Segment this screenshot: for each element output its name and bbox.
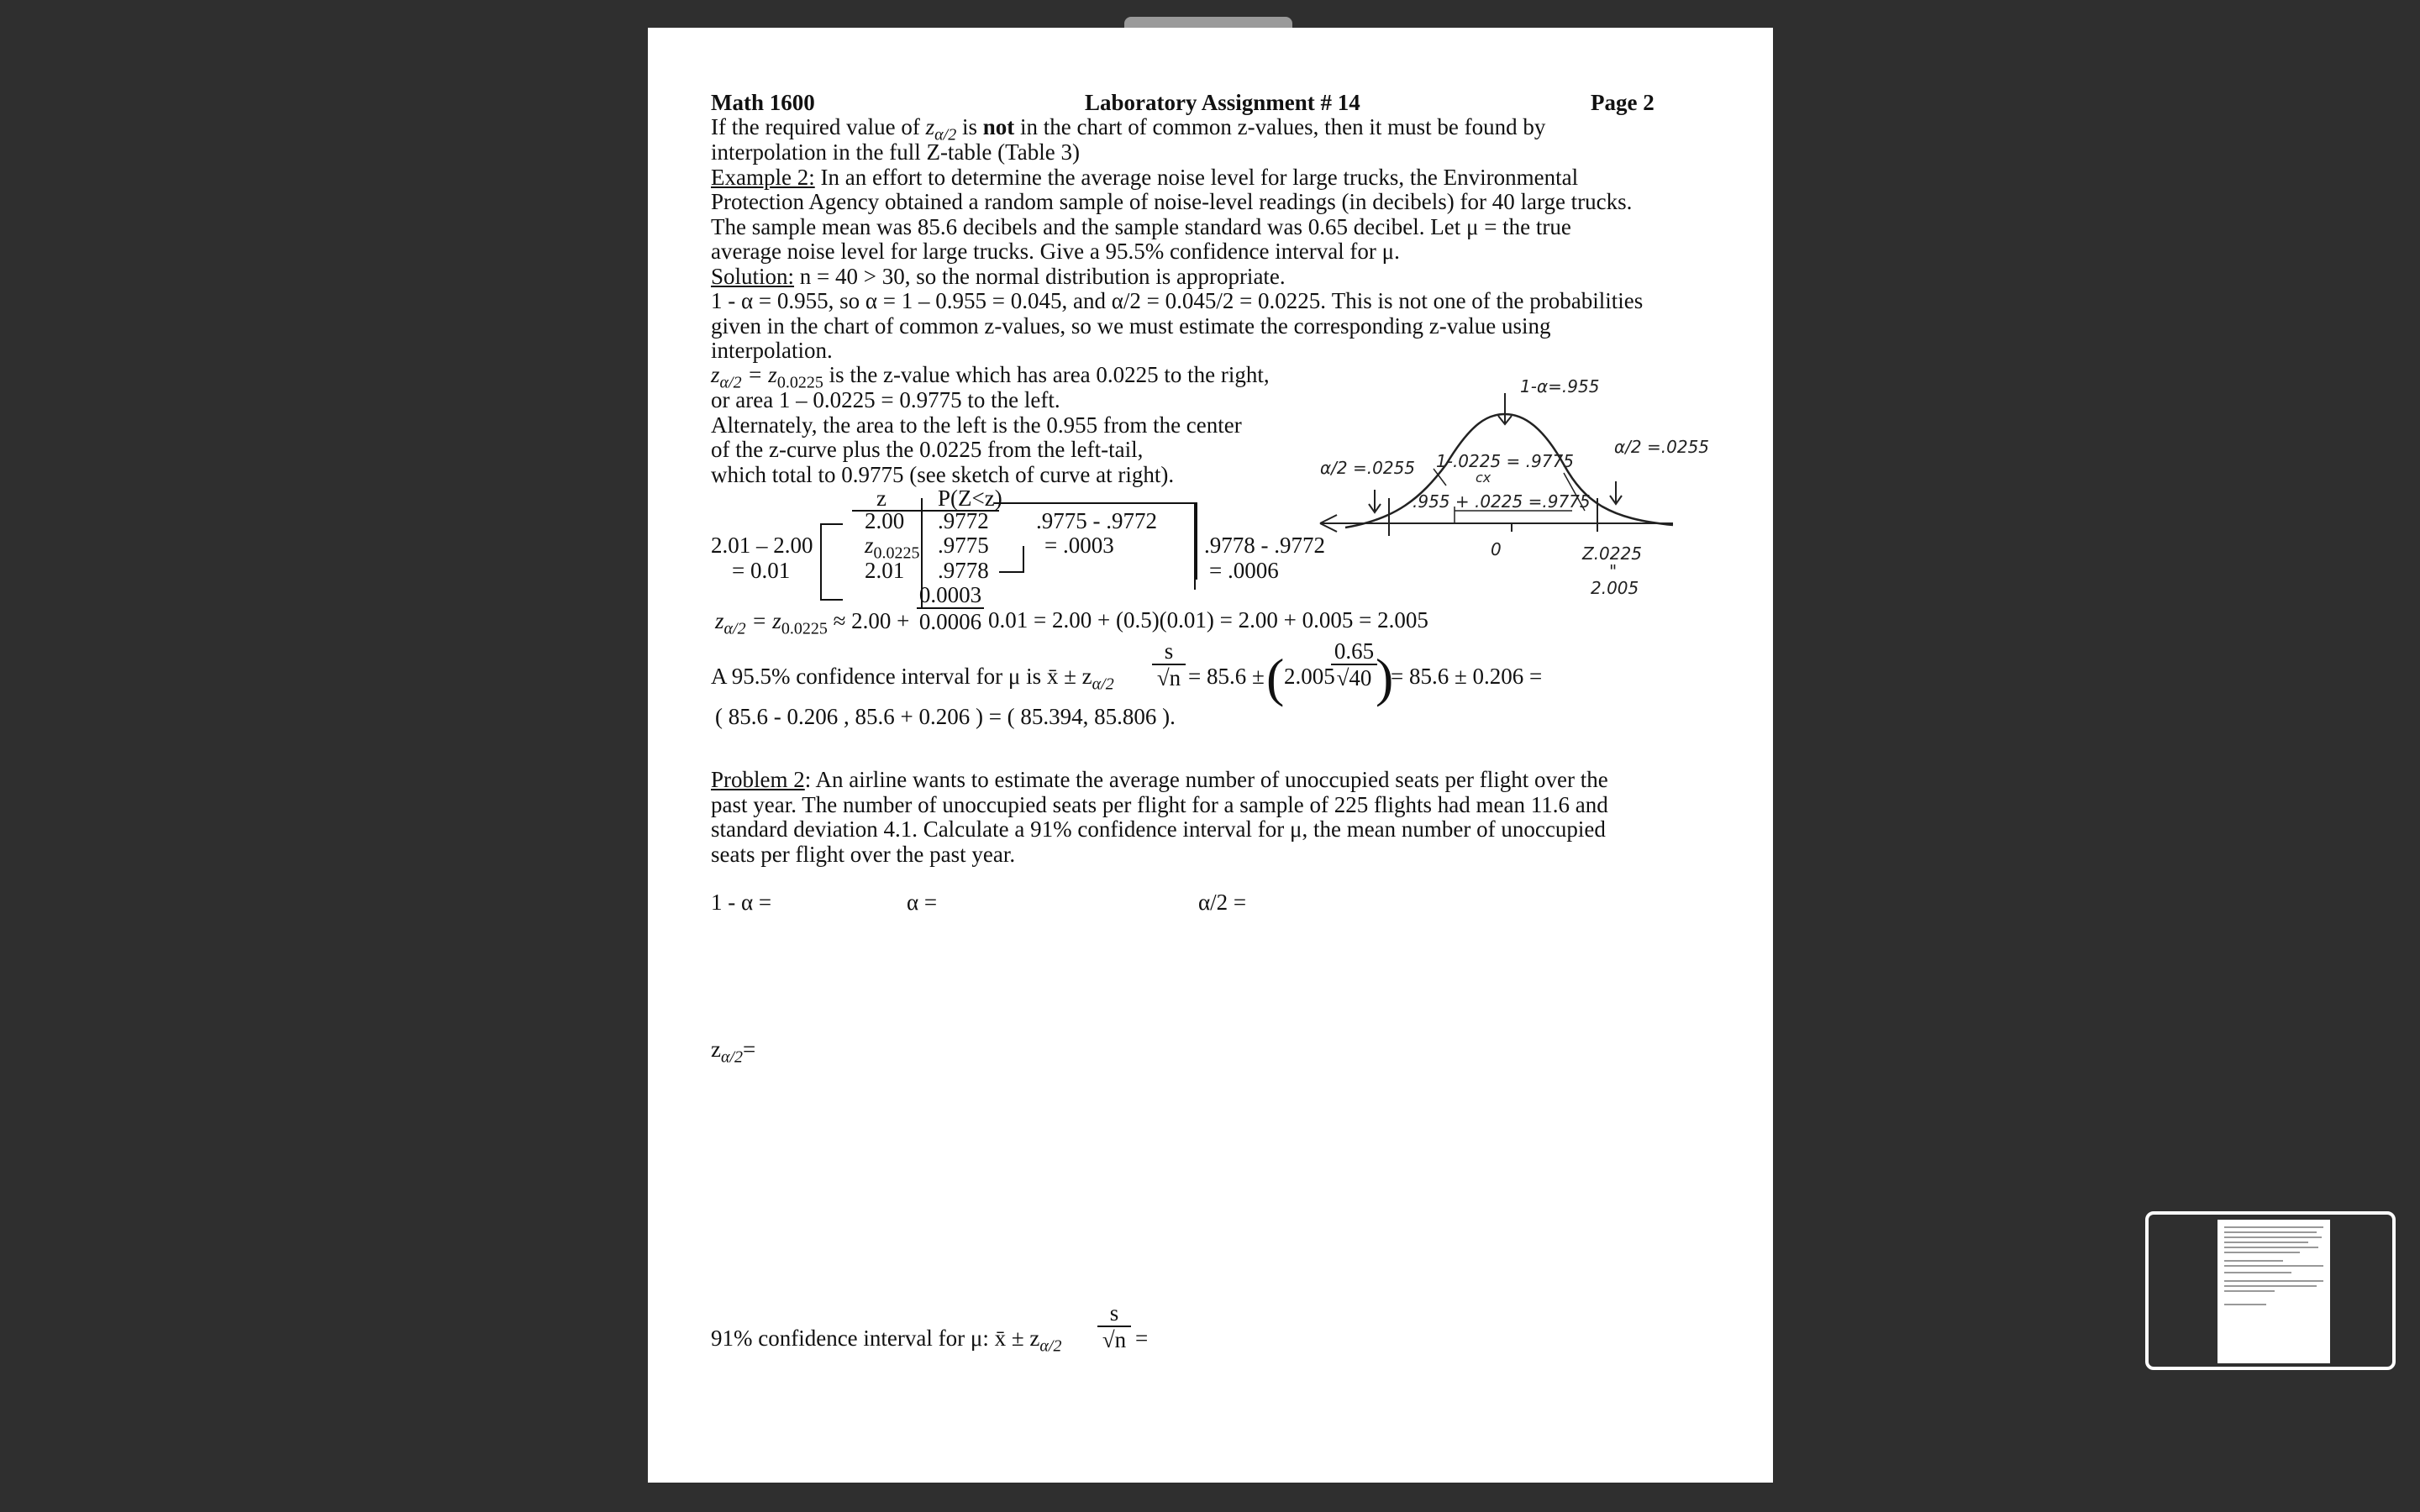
- interp-lhs: $z_{\alpha/2} = z_{0.0225} \approx 2.00$ +: [715, 608, 910, 638]
- example-line-3: The sample mean was 85.6 decibels and the sample standard was 0.65 decibel. Let μ = the true: [711, 214, 1571, 239]
- sketch-z-value: 2.005: [1591, 578, 1639, 598]
- sketch-sum-label: .955 + .0225 =.9775: [1413, 491, 1591, 512]
- ci-lead: A 95.5% confidence interval for μ is x̄ ± $z_{\alpha/2}$: [711, 664, 1114, 694]
- interp-result: 0.01 = 2.00 + (0.5)(0.01) = 2.00 + 0.005 = 2.005: [988, 607, 1428, 633]
- intro-line-2: interpolation in the full Z-table (Table 3): [711, 139, 1080, 165]
- problem-line-1: Problem 2: An airline wants to estimate the average number of unoccupied seats per flight over the: [711, 767, 1608, 792]
- diff-left-2: = 0.01: [732, 558, 791, 583]
- solution-line-3: given in the chart of common z-values, so we must estimate the corresponding z-value using: [711, 313, 1551, 339]
- solution-line-5: $z_{\alpha/2} = z_{0.0225}$ is the z-value which has area 0.0225 to the right,: [711, 362, 1270, 392]
- table-header-z: z: [876, 486, 886, 511]
- field-alpha-half: α/2 =: [1198, 890, 1247, 915]
- sketch-left-label: α/2 =.0255: [1320, 458, 1416, 478]
- normal-curve-sketch: [1303, 364, 1690, 599]
- sketch-right-label: α/2 =.0255: [1614, 437, 1710, 457]
- diff-outer-1: .9778 - .9772: [1204, 533, 1325, 558]
- table-cell: .9775: [938, 533, 989, 558]
- table-cell: .9772: [938, 508, 989, 533]
- diff-outer-2: = .0006: [1209, 558, 1279, 583]
- sketch-mid-label: 1-.0225 = .9775: [1436, 451, 1574, 471]
- field-one-minus-alpha: 1 - α =: [711, 890, 772, 915]
- example-line-1: Example 2: In an effort to determine the average noise level for large trucks, the Environmental: [711, 165, 1579, 190]
- example-line-4: average noise level for large trucks. Give a 95.5% confidence interval for μ.: [711, 239, 1400, 264]
- table-row: 2.01: [865, 558, 905, 583]
- ci-result: ( 85.6 - 0.206 , 85.6 + 0.206 ) = ( 85.394, 85.806 ).: [715, 704, 1176, 729]
- document-page: Math 1600 Laboratory Assignment # 14 Page 2 If the required value of $z_{\alpha/2}$ is not in the chart of common z-values, then it must be found by interpolation in the full Z-table (Table 3) Example 2: In an effort to determine the average noise level for large trucks, the Environmental Protection Agency obtained a random sample of noise-level readings (in decibels) for 40 large trucks. The sample mean was 85.6 decibels and the sample standard was 0.65 decibel. Let μ = the true average noise level for large trucks. Give a 95.5% confidence interval for μ. Solution: n = 40 > 30, so the normal distribution is appropriate. 1 - α = 0.955, so α = 1 – 0.955 = 0.045, and α/2 = 0.045/2 = 0.0225. This is not one of the probabilities given in the chart of common z-values, so we must estimate the corresponding z-value using interpolation. $z_{\alpha/2} = z_{0.0225}$ is the z-value which has area 0.0225 to the right, or area 1 – 0.0225 = 0.9775 to the left. Alternately, the area to the left is the 0.955 from the center of the z-curve plus the 0.0225 from the left-tail, which total to 0.9775 (see sketch of curve at right). z P(Z<z) 2.00 .9772 $z_{0.0225}$ .9775 2.01 .9778 2.01 – 2.00 = 0.01 .9775 - .9772 = .0003 .9778 - .9772 = .0006 $z_{\alpha/2} = z_{0.0225} \approx 2.00$ + $\frac{0.0003}{0.0006}$ 0.01 = 2.00 + (0.5)(0.01) = 2.00 + 0.005 = 2.005 A 95.5% confidence interval for μ is x̄ ± $z_{\alpha/2}$ $\frac{s}{√n}$ = 85.6 ± ( 2.005 $\frac{0.65}{√40}$ ) = 85.6 ± 0.206 = ( 85.6 - 0.206 , 85.6 + 0.206 ) = ( 85.394, 85.806 ). 1-α=.955 α/2 =.0255 α/2 =.0255 1-.0225 = .9775 cx .955 + .0225 =.9775 0 Z.0225 " 2.005 Problem 2: An airline wants to estimate the average number of unoccupied seats per flight over the past year. The number of unoccupied seats per flight for a sample of 225 flights had mean 11.6 and standard deviation 4.1. Calculate a 91% confidence interval for μ, the mean number of unoccupied seats per flight over the past year. 1 - α = α = α/2 = $z_{\alpha/2}=$ 91% confidence interval for μ: x̄ ± $z_{\alpha/2}$ $\frac{s}{√n}$ =: [648, 28, 1773, 1483]
- problem-line-4: seats per flight over the past year.: [711, 842, 1016, 867]
- table-header-p: P(Z<z): [938, 486, 1002, 511]
- sketch-zero: 0: [1491, 539, 1502, 559]
- solution-line-6: or area 1 – 0.0225 = 0.9775 to the left.: [711, 387, 1060, 412]
- thumbnail-page-preview: [2217, 1220, 2330, 1363]
- solution-line-8: of the z-curve plus the 0.0225 from the left-tail,: [711, 437, 1144, 462]
- solution-line-4: interpolation.: [711, 338, 833, 363]
- sketch-z-label: Z.0225: [1582, 543, 1642, 564]
- table-cell: .9778: [938, 558, 989, 583]
- field-z-alpha-half: $z_{\alpha/2}=$: [711, 1037, 756, 1067]
- solution-line-2: 1 - α = 0.955, so α = 1 – 0.955 = 0.045, and α/2 = 0.045/2 = 0.0225. This is not one of the probabilities: [711, 288, 1644, 313]
- ci-fraction: $\frac{0.65}{√40}$: [1331, 638, 1377, 690]
- table-row: 2.00: [865, 508, 905, 533]
- intro-line-1: If the required value of $z_{\alpha/2}$ is not in the chart of common z-values, then it must be found by: [711, 114, 1546, 144]
- solution-line-1: Solution: n = 40 > 30, so the normal distribution is appropriate.: [711, 264, 1286, 289]
- problem-line-2: past year. The number of unoccupied seats per flight for a sample of 225 flights had mean 11.6 and: [711, 792, 1608, 817]
- page-label: Page 2: [1591, 90, 1655, 115]
- ci-s-over-root-n: $\frac{s}{√n}$: [1152, 638, 1186, 690]
- ci-mid: = 85.6 ±: [1188, 664, 1265, 689]
- problem-ci-fraction: $\frac{s}{√n}$: [1097, 1300, 1131, 1352]
- problem-ci-lead: 91% confidence interval for μ: x̄ ± $z_{\alpha/2}$: [711, 1326, 1062, 1356]
- solution-line-7: Alternately, the area to the left is the 0.955 from the center: [711, 412, 1242, 438]
- diff-inner-1: .9775 - .9772: [1036, 508, 1157, 533]
- field-alpha: α =: [907, 890, 938, 915]
- table-row: $z_{0.0225}$: [865, 533, 920, 563]
- assignment-title: Laboratory Assignment # 14: [1085, 90, 1360, 115]
- diff-left-1: 2.01 – 2.00: [711, 533, 813, 558]
- sketch-z-equals: ": [1609, 561, 1618, 581]
- interp-fraction: $\frac{0.0003}{0.0006}$: [917, 582, 984, 634]
- course-label: Math 1600: [711, 90, 815, 115]
- ci-zvalue: 2.005: [1284, 664, 1335, 689]
- sketch-mid-mark: cx: [1476, 470, 1491, 486]
- solution-line-9: which total to 0.9775 (see sketch of curve at right).: [711, 462, 1175, 487]
- problem-line-3: standard deviation 4.1. Calculate a 91% confidence interval for μ, the mean number of unoccupied: [711, 816, 1606, 842]
- problem-ci-equals: =: [1135, 1326, 1149, 1351]
- sketch-top-label: 1-α=.955: [1520, 376, 1600, 396]
- page-thumbnail[interactable]: [2145, 1211, 2396, 1370]
- diff-inner-2: = .0003: [1044, 533, 1114, 558]
- example-line-2: Protection Agency obtained a random sample of noise-level readings (in decibels) for 40 large trucks.: [711, 189, 1633, 214]
- ci-post: = 85.6 ± 0.206 =: [1391, 664, 1543, 689]
